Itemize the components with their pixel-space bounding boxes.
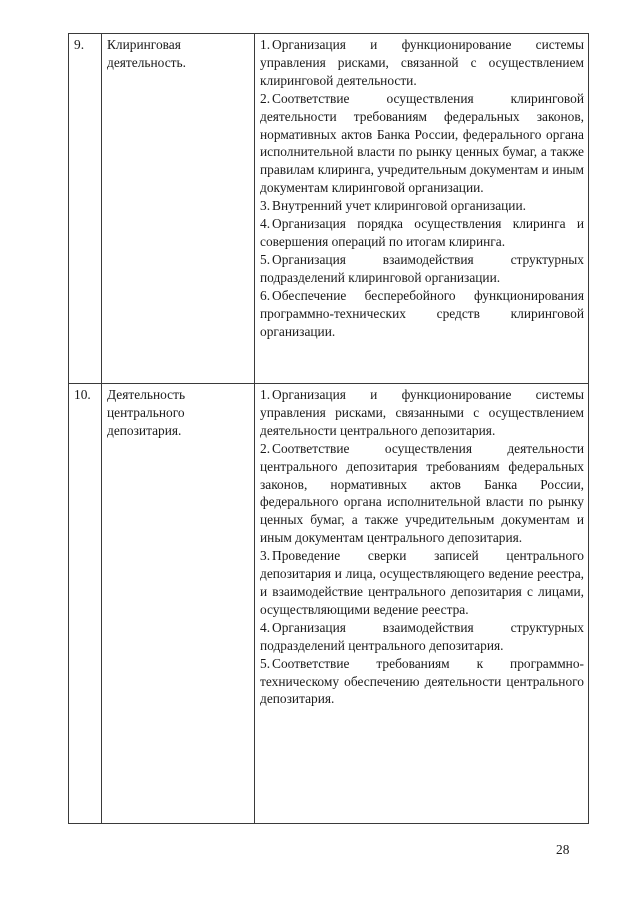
item-text: Организация взаимодействия структурных подразделений центрального депозитария. (260, 619, 584, 653)
item-number: 6. (260, 287, 271, 303)
item-text: Организация взаимодействия структурных подразделений клиринговой организации. (260, 251, 584, 285)
requirements-table (68, 33, 589, 824)
list-item (260, 655, 584, 709)
items-cell (255, 384, 589, 824)
list-item (260, 90, 584, 197)
item-number: 3. (260, 198, 271, 214)
item-number: 2. (260, 440, 271, 456)
item-text: Соответствие осуществления клиринговой деятельности требованиям федеральных законов, нормативных актов Банка России, федерального органа исполнительной власти по рынку ценных бумаг, а также правилам клиринга, учредительным документам и иным документам клиринговой организации. (260, 90, 584, 196)
item-text: Соответствие требованиям к программно-техническому обеспечению деятельности центрального депозитария. (260, 655, 584, 707)
activity-name: Деятельность центрального депозитария. (102, 384, 255, 824)
item-number: 1. (260, 387, 271, 402)
item-number: 5. (260, 655, 271, 671)
list-item (260, 619, 584, 655)
item-text: Проведение сверки записей центрального депозитария и лица, осуществляющего ведение реестра, и взаимодействие центрального депозитария с лицами, осуществляющими ведение реестра. (260, 548, 584, 617)
item-number: 4. (260, 619, 271, 635)
list-item (260, 547, 584, 619)
list-item (260, 36, 584, 90)
row-number: 10. (69, 384, 102, 824)
item-number: 3. (260, 548, 271, 564)
page-number: 28 (556, 842, 570, 857)
item-text: Обеспечение бесперебойного функционирования программно-технических средств клиринговой организации. (260, 287, 584, 339)
item-text: Организация и функционирование системы управления рисками, связанными с осуществлением деятельности центрального депозитария. (260, 387, 584, 438)
table-row (69, 384, 589, 824)
row-number: 9. (69, 34, 102, 384)
item-text: Соответствие осуществления деятельности центрального депозитария требованиям федеральных законов, нормативных актов Банка России, федерального органа исполнительной власти по рынку ценных бумаг, а также учредительным документам и иным документам центрального депозитария. (260, 440, 584, 546)
item-text: Организация и функционирование системы управления рисками, связанной с осуществлением клиринговой деятельности. (260, 37, 584, 88)
list-item (260, 386, 584, 440)
item-number: 1. (260, 37, 271, 52)
activity-name: Клиринговая деятельность. (102, 34, 255, 384)
list-item (260, 287, 584, 341)
item-number: 5. (260, 251, 271, 267)
list-item (260, 440, 584, 547)
item-number: 4. (260, 216, 271, 232)
list-item (260, 251, 584, 287)
item-text: Организация порядка осуществления клиринга и совершения операций по итогам клиринга. (260, 216, 584, 249)
item-number: 2. (260, 90, 271, 106)
list-item (260, 215, 584, 251)
list-item (260, 197, 584, 215)
item-text: Внутренний учет клиринговой организации. (272, 198, 526, 214)
items-cell (255, 34, 589, 384)
table-row (69, 34, 589, 384)
